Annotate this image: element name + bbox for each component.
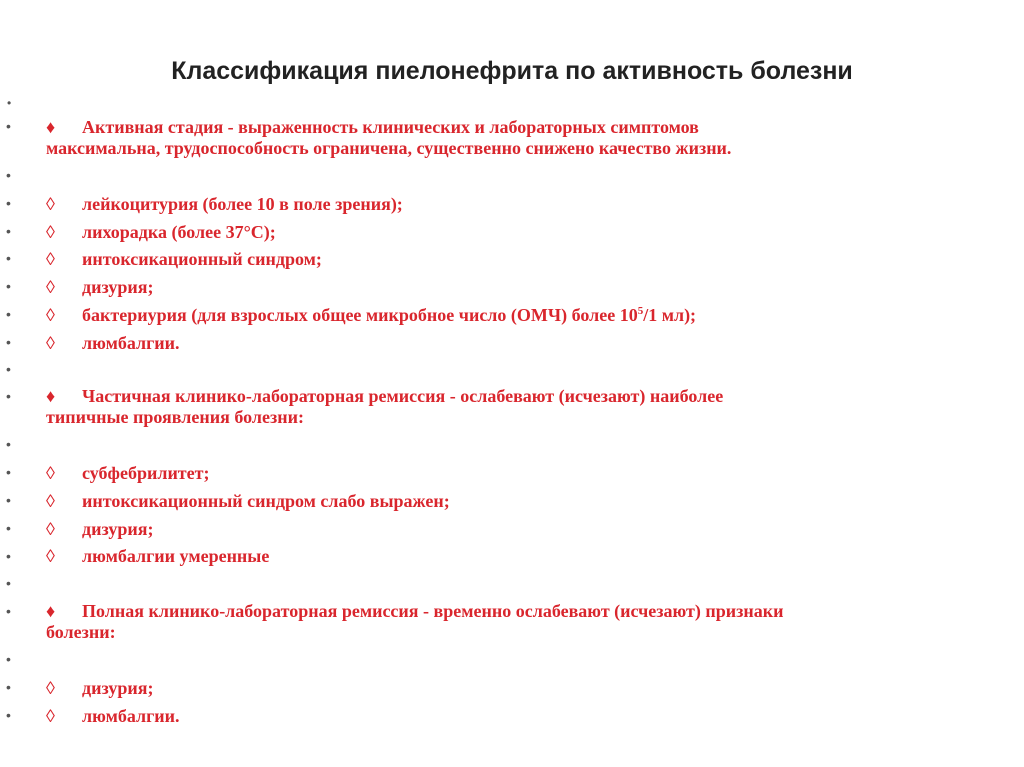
section-heading-text: Полная клинико-лабораторная ремиссия - временно ослабевают (исчезают) признаки <box>82 601 784 621</box>
list-item-text: дизурия; <box>82 519 154 539</box>
list-item <box>46 706 1006 726</box>
open-diamond-icon: ◊ <box>46 305 55 325</box>
list-item <box>46 519 1006 539</box>
list-bullet: • <box>6 278 11 294</box>
open-diamond-icon: ◊ <box>46 222 55 242</box>
section-partial-heading <box>46 386 1006 406</box>
open-diamond-icon: ◊ <box>46 277 55 297</box>
list-item-text: люмбалгии. <box>82 333 180 353</box>
section-heading-text: Частичная клинико-лабораторная ремиссия - ослабевают (исчезают) наиболее <box>82 386 724 406</box>
open-diamond-icon: ◊ <box>46 491 55 511</box>
list-bullet: • <box>6 223 11 239</box>
empty-bullet: • <box>6 167 11 183</box>
list-item-text: люмбалгии умеренные <box>82 546 270 566</box>
list-bullet: • <box>6 250 11 266</box>
list-item <box>46 463 1006 483</box>
list-bullet: • <box>6 195 11 211</box>
list-item <box>46 249 1006 269</box>
list-item-text: лихорадка (более 37°С); <box>82 222 276 242</box>
empty-bullet: • <box>6 436 11 452</box>
section-heading-continuation: типичные проявления болезни: <box>46 407 304 427</box>
open-diamond-icon: ◊ <box>46 519 55 539</box>
list-bullet: • <box>6 118 11 134</box>
list-item <box>46 333 1006 353</box>
section-active-heading <box>46 117 1006 137</box>
open-diamond-icon: ◊ <box>46 706 55 726</box>
list-item-text: бактериурия (для взрослых общее микробное число (ОМЧ) более 10 <box>82 305 638 325</box>
list-bullet: • <box>6 520 11 536</box>
list-bullet: • <box>6 388 11 404</box>
slide-title: Классификация пиелонефрита по активность болезни <box>171 57 853 85</box>
empty-bullet: • <box>6 575 11 591</box>
empty-bullet: • <box>6 361 11 377</box>
open-diamond-icon: ◊ <box>46 546 55 566</box>
section-heading-text: Активная стадия - выраженность клинических и лабораторных симптомов <box>82 117 699 137</box>
list-item <box>46 491 1006 511</box>
filled-diamond-icon: ♦ <box>46 117 56 137</box>
list-item-text: интоксикационный синдром слабо выражен; <box>82 491 450 511</box>
list-item-text: субфебрилитет; <box>82 463 210 483</box>
list-item-text: интоксикационный синдром; <box>82 249 322 269</box>
list-bullet: • <box>6 707 11 723</box>
list-item <box>46 277 1006 297</box>
list-bullet: • <box>6 548 11 564</box>
list-item-text: дизурия; <box>82 277 154 297</box>
list-bullet: • <box>6 334 11 350</box>
superscript-exponent: 5 <box>637 305 644 317</box>
open-diamond-icon: ◊ <box>46 194 55 214</box>
list-item <box>46 222 1006 242</box>
list-item <box>46 194 1006 214</box>
list-item-text: лейкоцитурия (более 10 в поле зрения); <box>82 194 403 214</box>
list-bullet: • <box>6 679 11 695</box>
list-item <box>46 546 1006 566</box>
list-bullet: • <box>6 492 11 508</box>
open-diamond-icon: ◊ <box>46 249 55 269</box>
filled-diamond-icon: ♦ <box>46 601 56 621</box>
section-heading-continuation: максимальна, трудоспособность ограничена, существенно снижено качество жизни. <box>46 138 732 158</box>
empty-bullet: • <box>6 651 11 667</box>
list-item-text: люмбалгии. <box>82 706 180 726</box>
open-diamond-icon: ◊ <box>46 463 55 483</box>
list-item-text-end: /1 мл); <box>643 305 697 325</box>
list-item <box>46 305 1006 325</box>
list-bullet: • <box>6 464 11 480</box>
list-bullet: • <box>6 306 11 322</box>
list-item <box>46 678 1006 698</box>
list-bullet: • <box>6 603 11 619</box>
section-full-heading <box>46 601 1006 621</box>
filled-diamond-icon: ♦ <box>46 386 56 406</box>
section-heading-continuation: болезни: <box>46 622 116 642</box>
empty-bullet: • <box>7 96 12 110</box>
open-diamond-icon: ◊ <box>46 678 55 698</box>
open-diamond-icon: ◊ <box>46 333 55 353</box>
list-item-text: дизурия; <box>82 678 154 698</box>
